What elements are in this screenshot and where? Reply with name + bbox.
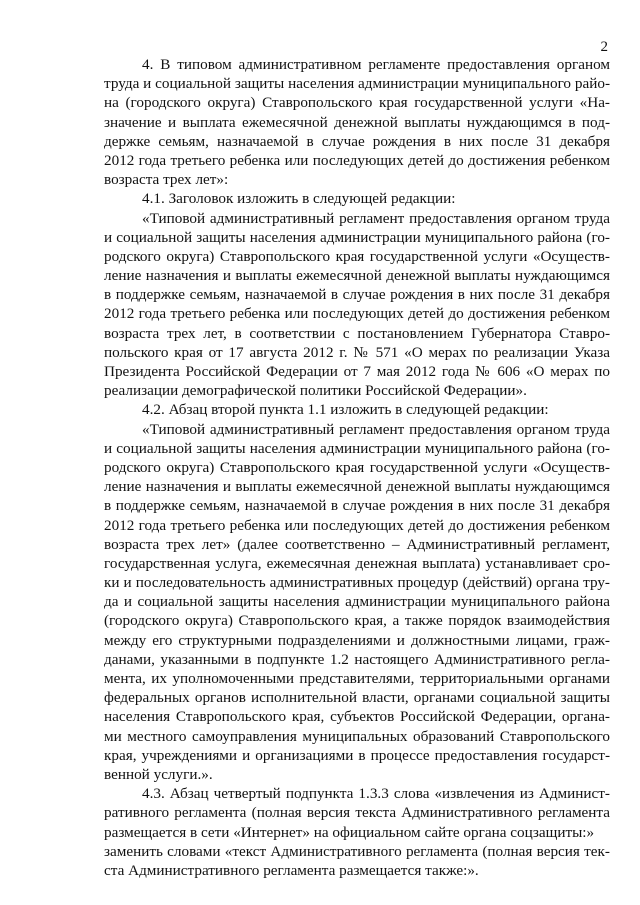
text-line: значение и выплата ежемесячной денежной выплаты нуждающимся в под- [104, 113, 610, 131]
text-line: между его структурными подразделениями и должностными лицами, граж- [104, 631, 610, 649]
paragraph-4-1-text [104, 209, 610, 401]
text-line: и социальной защиты населения администрации муниципального района (го- [104, 439, 610, 457]
text-line: 2012 года третьего ребенка или последующих детей до достижения ребенком [104, 516, 610, 534]
text-line: ративного регламента (полная версия текста Административного регламента [104, 804, 610, 822]
paragraph-4-3 [104, 784, 610, 880]
paragraph-4-1-heading [104, 189, 610, 208]
text-line: «Типовой административный регламент предоставления органом труда [142, 420, 610, 438]
text-line: края, учреждениями и организациями в процессе предоставления государст- [104, 746, 610, 764]
paragraph-4-2-heading [104, 400, 610, 419]
text-line: возраста трех лет» (далее соответственно – Административный регламент, [104, 535, 610, 553]
text-line: «Типовой административный регламент предоставления органом труда [142, 209, 610, 227]
text-line: Президента Российской Федерации от 7 мая 2012 года № 606 «О мерах по [104, 363, 610, 380]
text-line: федеральных органов исполнительной власти, органами социальной защиты [104, 689, 610, 707]
text-line: реализации демографической политики Российской Федерации». [104, 382, 527, 400]
text-line: мента, их уполномоченными представителями, территориальными органами [104, 670, 610, 687]
text-line: 4. В типовом административном регламенте предоставления органом [142, 56, 610, 73]
text-line: заменить словами «текст Административного регламента (полная версия тек- [104, 842, 610, 860]
paragraph-4-2-text [104, 420, 610, 785]
text-line: в поддержке семьям, назначаемой в случае рождения в них после 31 декабря [104, 286, 610, 304]
text-line: польского края от 17 августа 2012 г. № 571 «О мерах по реализации Указа [104, 343, 610, 361]
text-line: 4.1. Заголовок изложить в следующей редакции: [142, 190, 456, 208]
text-line: родского округа) Ставропольского края государственной услуги «Осуществ- [104, 247, 610, 265]
text-line: 2012 года третьего ребенка или последующих детей до достижения ребенком [104, 151, 610, 169]
text-line: (городского округа) Ставропольского края, а также порядок взаимодействия [104, 612, 610, 630]
text-line: в поддержке семьям, назначаемой в случае рождения в них после 31 декабря [104, 497, 610, 515]
text-line: на (городского округа) Ставропольского края государственной услуги «На- [104, 94, 610, 112]
text-line: данами, указанными в подпункте 1.2 настоящего Административного регла- [104, 650, 610, 668]
text-line: да и социальной защиты населения администрации муниципального района [104, 593, 610, 611]
document-body [104, 55, 610, 880]
text-line: государственная услуга, ежемесячная денежная выплата) устанавливает сро- [104, 554, 610, 572]
text-line: размещается в сети «Интернет» на официальном сайте органа соцзащиты:» [104, 823, 595, 841]
text-line: родского округа) Ставропольского края государственной услуги «Осуществ- [104, 458, 610, 476]
text-line: возраста трех лет»: [104, 171, 229, 189]
text-line: и социальной защиты населения администрации муниципального района (го- [104, 228, 610, 246]
paragraph-4 [104, 55, 610, 189]
text-line: ки и последовательность административных процедур (действий) органа тру- [104, 574, 610, 592]
text-line: населения Ставропольского края, субъектов Российской Федерации, органа- [104, 708, 610, 726]
text-line: 4.3. Абзац четвертый подпункта 1.3.3 слова «извлечения из Админист- [142, 785, 610, 803]
page-number: 2 [600, 39, 608, 55]
text-line: возраста трех лет, в соответствии с постановлением Губернатора Ставро- [104, 324, 610, 342]
text-line: держке семьям, назначаемой в случае рождения в них после 31 декабря [104, 132, 610, 150]
text-line: труда и социальной защиты населения администрации муниципального райо- [104, 75, 610, 93]
text-line: 4.2. Абзац второй пункта 1.1 изложить в следующей редакции: [142, 401, 549, 419]
text-line: ми местного самоуправления муниципальных образований Ставропольского [104, 727, 610, 745]
text-line: 2012 года третьего ребенка или последующих детей до достижения ребенком [104, 305, 610, 323]
text-line: ста Административного регламента размещается также:». [104, 861, 479, 879]
text-line: венной услуги.». [104, 765, 213, 783]
text-line: ление назначения и выплаты ежемесячной денежной выплаты нуждающимся [104, 267, 610, 285]
text-line: ление назначения и выплаты ежемесячной денежной выплаты нуждающимся [104, 478, 610, 496]
